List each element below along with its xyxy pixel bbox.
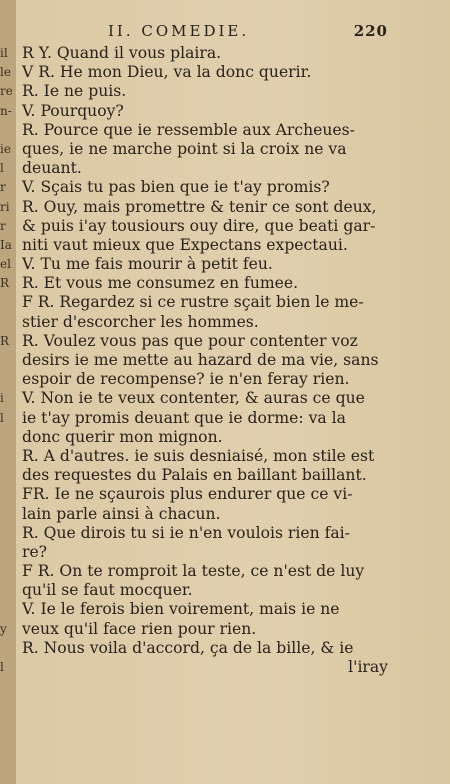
line-text: lain parle ainsi à chacun. bbox=[22, 504, 221, 523]
margin-fragment: r bbox=[0, 180, 6, 195]
margin-fragment: i bbox=[0, 391, 4, 406]
text-line bbox=[0, 409, 450, 428]
text-line bbox=[0, 428, 450, 447]
margin-fragment: re bbox=[0, 84, 13, 99]
text-line bbox=[0, 102, 450, 121]
margin-fragment: Ia bbox=[0, 237, 12, 252]
line-text: V. Ie le ferois bien voirement, mais ie ne bbox=[22, 600, 340, 619]
line-text: donc querir mon mignon. bbox=[22, 427, 223, 446]
line-text: ie t'ay promis deuant que ie dorme: va la bbox=[22, 408, 346, 427]
running-title: II. COMEDIE. bbox=[108, 22, 250, 40]
text-line bbox=[0, 236, 450, 255]
line-text: re? bbox=[22, 542, 48, 561]
text-line bbox=[0, 313, 450, 332]
margin-fragment: l bbox=[0, 410, 4, 425]
line-text: & puis i'ay tousiours ouy dire, que beati gar- bbox=[22, 216, 376, 235]
line-text: veux qu'il face rien pour rien. bbox=[22, 619, 257, 638]
line-text: V R. He mon Dieu, va la donc querir. bbox=[22, 63, 312, 82]
text-line bbox=[0, 562, 450, 581]
margin-fragment: le bbox=[0, 65, 11, 80]
margin-fragment: n- bbox=[0, 103, 12, 118]
text-line bbox=[0, 217, 450, 236]
text-line bbox=[0, 600, 450, 619]
line-text: R. Ouy, mais promettre & tenir ce sont deux, bbox=[22, 197, 377, 216]
text-line bbox=[0, 524, 450, 543]
text-line bbox=[0, 140, 450, 159]
text-line bbox=[0, 447, 450, 466]
line-text: desirs ie me mette au hazard de ma vie, sans bbox=[22, 351, 379, 369]
text-line bbox=[0, 332, 450, 351]
text-line bbox=[0, 581, 450, 600]
line-text: V. Non ie te veux contenter, & auras ce que bbox=[22, 389, 365, 408]
margin-fragment: r bbox=[0, 218, 6, 233]
line-text: niti vaut mieux que Expectans expectaui. bbox=[22, 235, 348, 254]
line-text: V. Sçais tu pas bien que ie t'ay promis? bbox=[22, 178, 330, 197]
line-text: R. Voulez vous pas que pour contenter voz bbox=[22, 331, 358, 350]
margin-fragment: l bbox=[0, 660, 4, 674]
text-line bbox=[0, 293, 450, 312]
line-text: qu'il se faut mocquer. bbox=[22, 581, 193, 600]
running-head bbox=[0, 20, 450, 42]
line-text: V. Pourquoy? bbox=[22, 101, 124, 120]
text-line bbox=[0, 658, 450, 677]
line-text: F R. Regardez si ce rustre sçait bien le me- bbox=[22, 293, 364, 312]
text-line bbox=[0, 82, 450, 101]
text-line bbox=[0, 44, 450, 63]
line-text: deuant. bbox=[22, 159, 82, 178]
line-text: des requestes du Palais en baillant baillant. bbox=[22, 466, 367, 485]
margin-fragment: l bbox=[0, 161, 4, 176]
text-line bbox=[0, 466, 450, 485]
text-line bbox=[0, 639, 450, 658]
text-line bbox=[0, 178, 450, 197]
margin-fragment: R bbox=[0, 276, 10, 291]
catchword: l'iray bbox=[348, 658, 388, 676]
line-text: V. Tu me fais mourir à petit feu. bbox=[22, 255, 273, 274]
text-line bbox=[0, 351, 450, 370]
line-text: R Y. Quand il vous plaira. bbox=[22, 44, 222, 62]
margin-fragment: el bbox=[0, 257, 11, 272]
text-line bbox=[0, 485, 450, 504]
line-text: ques, ie ne marche point si la croix ne va bbox=[22, 139, 347, 158]
line-text: R. A d'autres. ie suis desniaisé, mon stile est bbox=[22, 446, 375, 465]
margin-fragment: R bbox=[0, 333, 10, 348]
text-line bbox=[0, 63, 450, 82]
text-line bbox=[0, 620, 450, 639]
line-text: FR. Ie ne sçaurois plus endurer que ce vi- bbox=[22, 485, 353, 504]
margin-fragment: ie bbox=[0, 141, 11, 156]
text-line bbox=[0, 198, 450, 217]
margin-fragment: y bbox=[0, 621, 7, 636]
text-line bbox=[0, 159, 450, 178]
page-number: 220 bbox=[353, 22, 388, 40]
line-text: R. Nous voila d'accord, ça de la bille, & ie bbox=[22, 638, 354, 657]
line-text: R. Et vous me consumez en fumee. bbox=[22, 274, 299, 293]
line-text: R. Que dirois tu si ie n'en voulois rien fai- bbox=[22, 523, 350, 542]
line-text: espoir de recompense? ie n'en feray rien. bbox=[22, 370, 350, 389]
text-line bbox=[0, 255, 450, 274]
text-line bbox=[0, 543, 450, 562]
line-text: R. Pource que ie ressemble aux Archeues- bbox=[22, 120, 355, 139]
line-text: F R. On te romproit la teste, ce n'est de luy bbox=[22, 562, 365, 581]
text-line bbox=[0, 389, 450, 408]
line-text: stier d'escorcher les hommes. bbox=[22, 312, 259, 331]
dialogue-text bbox=[0, 44, 450, 677]
margin-fragment: ri bbox=[0, 199, 10, 214]
text-line bbox=[0, 505, 450, 524]
text-line bbox=[0, 370, 450, 389]
margin-fragment: il bbox=[0, 46, 8, 60]
text-line bbox=[0, 121, 450, 140]
line-text: R. Ie ne puis. bbox=[22, 82, 127, 101]
text-line bbox=[0, 274, 450, 293]
